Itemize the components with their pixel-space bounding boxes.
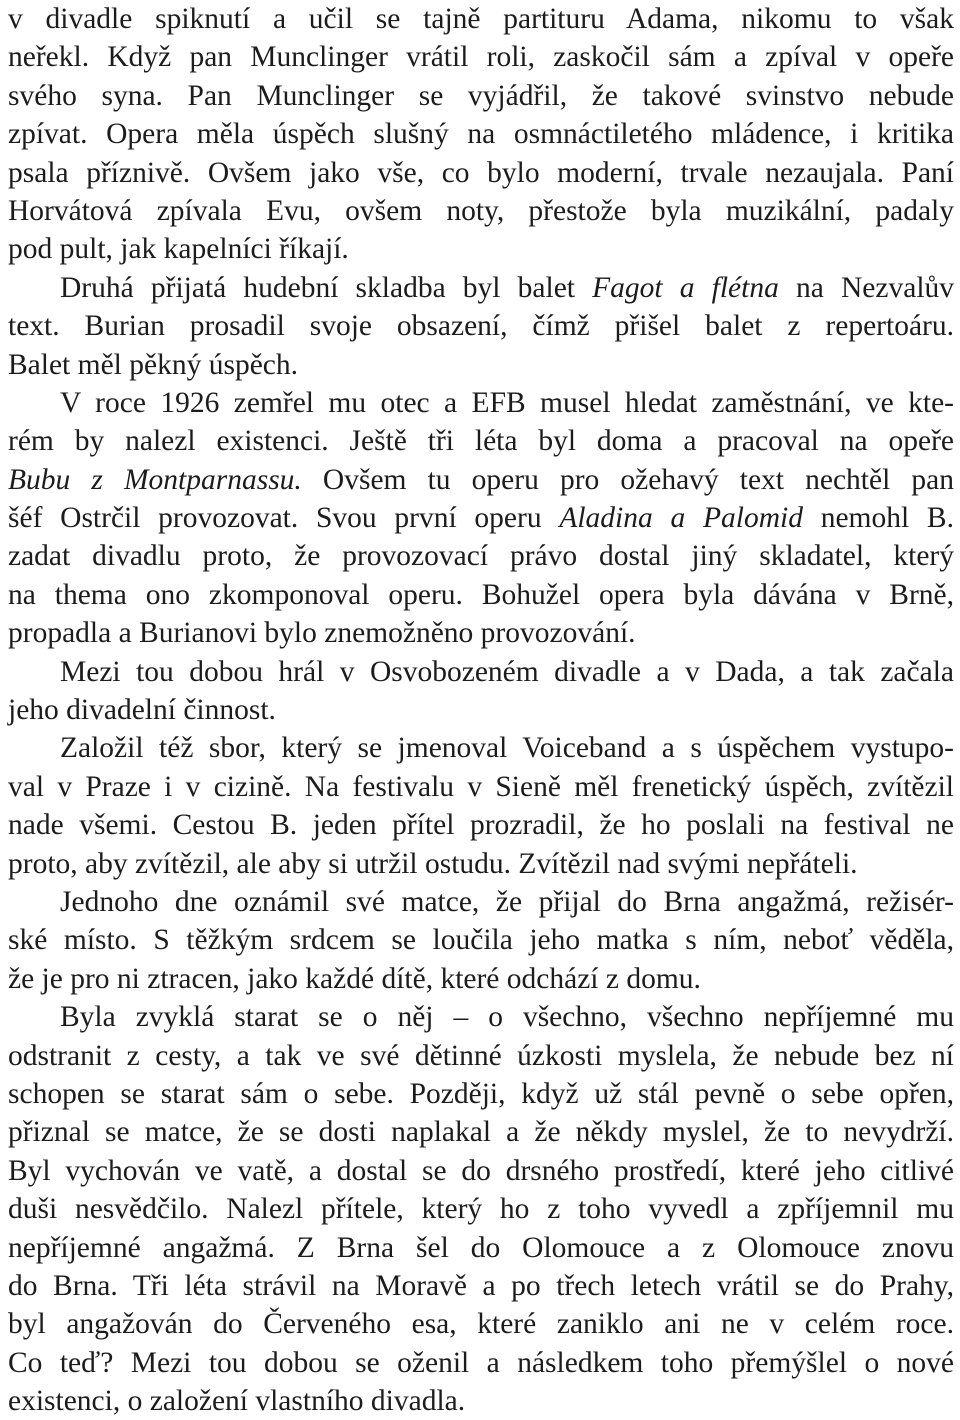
text-run: Jednoho dne oznámil své matce, že přijal do Brna angažmá, režisér- (60, 885, 954, 918)
text-line (8, 1344, 954, 1382)
text-run: zadat divadlu proto, že provozovací právo dostal jiný skladatel, který (8, 540, 954, 573)
text-run: ské místo. S těžkým srdcem se loučila jeho matka s ním, neboť věděla, (8, 924, 954, 957)
text-run: Byl vychován ve vatě, a dostal se do drsného prostředí, které jeho citlivé (8, 1154, 954, 1187)
text-line (8, 806, 954, 844)
text-run: existenci, o založení vlastního divadla. (8, 1385, 466, 1418)
text-run: že je pro ni ztracen, jako každé dítě, které odchází z domu. (8, 962, 701, 995)
text-line (8, 691, 954, 729)
text-line (8, 1267, 954, 1305)
text-line (8, 921, 954, 959)
italic-title: Bubu z Montparnassu. (8, 463, 302, 496)
text-run: val v Praze i v cizině. Na festivalu v Sieně měl frenetický úspěch, zvítězil (8, 770, 954, 803)
book-page (8, 0, 954, 1420)
text-line (8, 1229, 954, 1267)
text-run: do Brna. Tři léta strávil na Moravě a po třech letech vrátil se do Prahy, (8, 1269, 954, 1302)
text-line (8, 307, 954, 345)
text-run: šéf Ostrčil provozovat. Svou první operu (8, 502, 560, 535)
text-run: svého syna. Pan Munclinger se vyjádřil, že takové svinstvo nebude (8, 79, 954, 112)
text-run: psala příznivě. Ovšem jako vše, co bylo moderní, trvale nezaujala. Paní (8, 156, 954, 189)
paragraph-p6 (8, 883, 954, 998)
text-line (8, 1305, 954, 1343)
text-line (8, 461, 954, 499)
text-run: nepříjemné angažmá. Z Brna šel do Olomouce a z Olomouce znovu (8, 1231, 954, 1264)
text-run: zpívat. Opera měla úspěch slušný na osmnáctiletého mládence, i kritika (8, 118, 954, 151)
paragraph-p1 (8, 0, 954, 269)
text-line (8, 653, 954, 691)
text-line (8, 537, 954, 575)
text-line (8, 883, 954, 921)
text-run: Byla zvyklá starat se o něj – o všechno, všechno nepříjemné mu (60, 1001, 954, 1034)
text-line (8, 960, 954, 998)
text-run: pod pult, jak kapelníci říkají. (8, 233, 349, 266)
text-run: na thema ono zkomponoval operu. Bohužel opera byla dávána v Brně, (8, 578, 954, 611)
text-run: rém by nalezl existenci. Ještě tři léta byl doma a pracoval na opeře (8, 425, 954, 458)
paragraph-p4 (8, 653, 954, 730)
text-line (8, 576, 954, 614)
text-run: odstranit z cesty, a tak ve své dětinné úzkosti myslela, že nebude bez ní (8, 1039, 954, 1072)
text-line (8, 729, 954, 767)
text-run: proto, aby zvítězil, ale aby si utržil ostudu. Zvítězil nad svými nepřáteli. (8, 847, 858, 880)
text-run: text. Burian prosadil svoje obsazení, čímž přišel balet z repertoáru. (8, 310, 954, 343)
text-line (8, 1190, 954, 1228)
text-line (8, 1075, 954, 1113)
text-line (8, 346, 954, 384)
text-run: Mezi tou dobou hrál v Osvobozeném divadle a v Dada, a tak začala (60, 655, 954, 688)
text-line (8, 1382, 954, 1420)
text-run: Druhá přijatá hudební skladba byl balet (60, 271, 593, 304)
text-line (8, 998, 954, 1036)
text-run: v divadle spiknutí a učil se tajně partituru Adama, nikomu to však (8, 3, 954, 35)
text-run: jeho divadelní činnost. (8, 694, 276, 727)
text-run: Ovšem tu operu pro ožehavý text nechtěl pan (301, 463, 954, 496)
text-run: na Nezvalův (778, 271, 955, 304)
paragraph-p3 (8, 384, 954, 653)
text-line (8, 115, 954, 153)
text-run: Co teď? Mezi tou dobou se oženil a následkem toho přemýšlel o nové (8, 1346, 954, 1379)
paragraph-p2 (8, 269, 954, 384)
text-run: přiznal se matce, že se dosti naplakal a že někdy myslel, že to nevydrží. (8, 1116, 954, 1149)
text-line (8, 154, 954, 192)
text-line (8, 1113, 954, 1151)
text-run: Založil též sbor, který se jmenoval Voiceband a s úspěchem vystupo- (60, 732, 954, 765)
text-line (8, 192, 954, 230)
text-line (8, 499, 954, 537)
text-line (8, 38, 954, 76)
text-line (8, 1152, 954, 1190)
text-run: V roce 1926 zemřel mu otec a EFB musel hledat zaměstnání, ve kte- (60, 386, 954, 419)
text-run: nade všemi. Cestou B. jeden přítel prozradil, že ho poslali na festival ne (8, 809, 954, 842)
text-run: schopen se starat sám o sebe. Později, když už stál pevně o sebe opřen, (8, 1077, 954, 1110)
text-line (8, 384, 954, 422)
text-run: nemohl B. (802, 502, 954, 535)
text-line (8, 0, 954, 38)
text-line (8, 845, 954, 883)
body-text (8, 0, 954, 1420)
text-run: Balet měl pěkný úspěch. (8, 348, 299, 381)
italic-title: Fagot a flétna (592, 271, 779, 304)
paragraph-p7 (8, 998, 954, 1420)
text-line (8, 1037, 954, 1075)
paragraph-p5 (8, 729, 954, 883)
text-line (8, 269, 954, 307)
text-line (8, 422, 954, 460)
text-line (8, 614, 954, 652)
italic-title: Aladina a Palomid (559, 502, 803, 535)
text-run: Horvátová zpívala Evu, ovšem noty, přestože byla muzikální, padaly (8, 194, 954, 227)
text-run: neřekl. Když pan Munclinger vrátil roli, zaskočil sám a zpíval v opeře (8, 41, 954, 74)
text-line (8, 768, 954, 806)
text-run: duši nesvědčilo. Nalezl přítele, který ho z toho vyvedl a zpříjemnil mu (8, 1193, 954, 1226)
text-run: propadla a Burianovi bylo znemožněno provozování. (8, 617, 636, 650)
text-run: byl angažován do Červeného esa, které zaniklo ani ne v celém roce. (8, 1308, 954, 1341)
text-line (8, 77, 954, 115)
text-line (8, 230, 954, 268)
